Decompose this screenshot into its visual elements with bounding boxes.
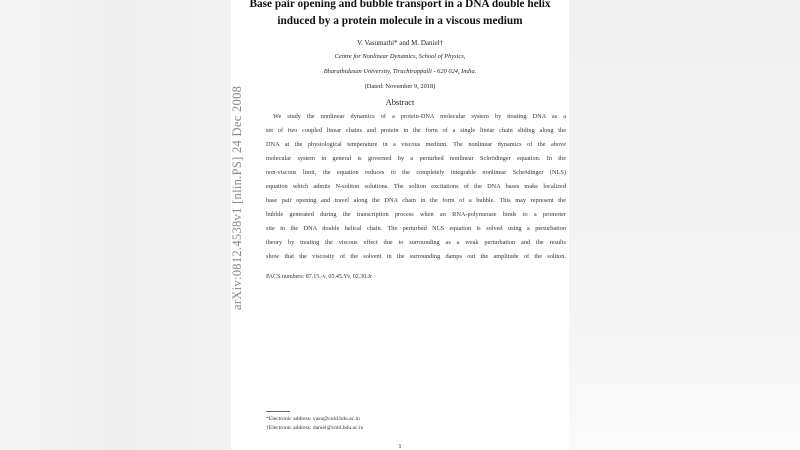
abstract-line: theory by treating the viscous effect due to surrounding as a weak perturbation and the results — [266, 239, 566, 246]
abstract-line: site in the DNA double helical chain. The perturbed NLS equation is solved using a perturbation — [266, 225, 566, 232]
abstract-line: base pair opening and travel along the DNA chain in the form of a bubble. This may represent the — [266, 197, 566, 204]
abstract-line: equation which admits N-soliton solutions. The soliton excitations of the DNA bases make localized — [266, 183, 566, 190]
dated: (Dated: November 9, 2018) — [364, 83, 436, 90]
abstract-line: molecular system in general is governed by a perturbed nonlinear Schrödinger equation. In the — [266, 155, 566, 162]
arxiv-stamp: arXiv:0812.4538v1 [nlin.PS] 24 Dec 2008 — [230, 85, 244, 310]
abstract-line: We study the nonlinear dynamics of a protein-DNA molecular system by treating DNA as a — [273, 113, 566, 120]
abstract-line: DNA at the physiological temperature in a viscous medium. The nonlinear dynamics of the above — [266, 141, 566, 148]
pacs-numbers: PACS numbers: 87.15.-v, 05.45.Yv, 02.30.Jr — [266, 274, 373, 280]
abstract-heading: Abstract — [385, 97, 415, 107]
document-page — [231, 0, 569, 450]
background-right — [569, 0, 800, 450]
authors: V. Vasumathi* and M. Daniel† — [356, 39, 444, 47]
abstract-line: bubble generated during the transcription process when an RNA-polymerase binds to a promoter — [266, 211, 566, 218]
abstract-line: set of two coupled linear chains and protein in the form of a single linear chain sliding along the — [266, 127, 566, 134]
title-line-2: induced by a protein molecule in a viscous medium — [277, 15, 523, 27]
title-line-1: Base pair opening and bubble transport in a DNA double helix — [249, 0, 551, 10]
footnote-rule — [266, 411, 290, 412]
abstract-line: non-viscous limit, the equation reduces to the completely integrable nonlinear Schrödinger (NLS) — [266, 169, 566, 176]
footnote-2: †Electronic address: daniel@cnld.bdu.ac.in — [266, 425, 364, 431]
abstract-line: show that the viscosity of the solvent in the surrounding damps out the amplitude of the soliton. — [266, 253, 566, 260]
affiliation-line-2: Bharathidasan University, Tiruchirappalli - 620 024, India. — [323, 68, 477, 75]
footnote-1: *Electronic address: vasu@cnld.bdu.ac.in — [266, 416, 360, 422]
page-number: 1 — [398, 443, 402, 450]
affiliation-line-1: Centre for Nonlinear Dynamics, School of Physics, — [334, 53, 466, 60]
background-left — [0, 0, 231, 450]
